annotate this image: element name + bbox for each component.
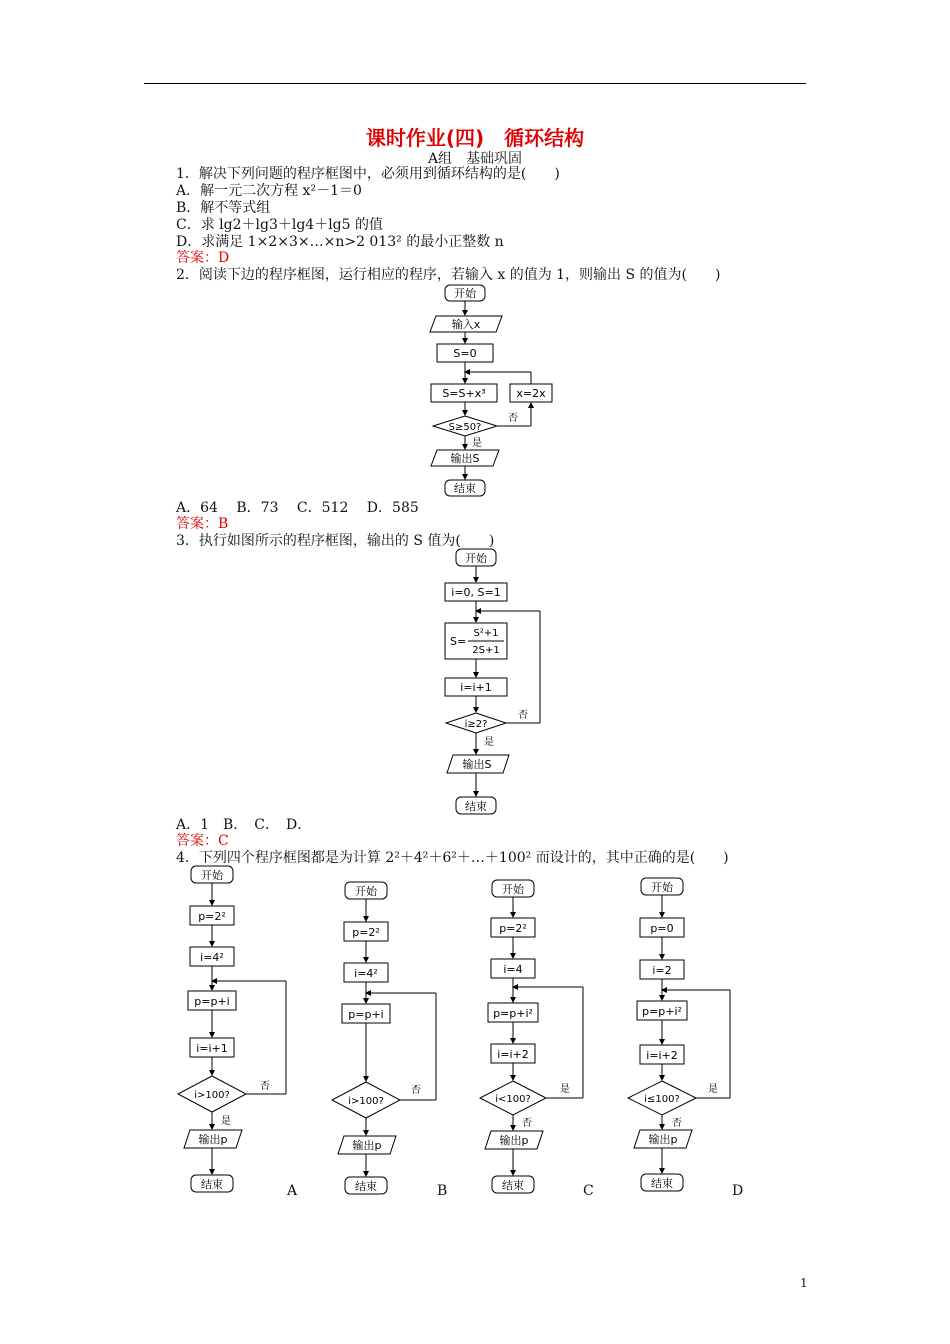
q4c-loop: 是 [560,1084,570,1095]
q3-numerator: S²+1 [473,628,499,639]
q4d-end: 结束 [651,1177,673,1190]
q3-inc: i=i+1 [460,681,492,694]
q4c-inc: i=i+2 [497,1048,529,1061]
q4-label-a: A [287,1183,298,1199]
q1-option-c: C．求 lg2＋lg3＋lg4＋lg5 的值 [176,217,383,233]
q2-options: A．64 B．73 C．512 D．585 [176,500,419,516]
q4a-out: 输出p [198,1133,228,1146]
q3-init: i=0, S=1 [451,586,501,599]
q4d-loop: 是 [708,1084,718,1095]
group-heading: A组 基础巩固 [427,151,523,167]
q3-yes: 是 [484,737,494,748]
q4c-end: 结束 [502,1179,524,1192]
q4a-loop: 否 [260,1081,270,1092]
q4b-p: p=2² [352,926,380,939]
q4b-out: 输出p [352,1139,382,1152]
q4a-cond: i>100? [194,1090,230,1101]
q4-label-c: C [583,1183,594,1199]
q2-answer: 答案：B [176,516,229,532]
page-number: 1 [800,1276,808,1290]
q4d-inc: i=i+2 [646,1049,678,1062]
q2-cond: S≥50? [448,422,482,433]
q4d-p: p=0 [650,922,674,935]
q3-stem: 3．执行如图所示的程序框图，输出的 S 值为( ) [176,533,495,549]
q1-answer: 答案：D [176,250,230,266]
q4c-out: 输出p [499,1134,529,1147]
q4b-loop: 否 [411,1085,421,1096]
q4b-end: 结束 [355,1180,377,1193]
q4-label-d: D [732,1183,744,1199]
q2-end: 结束 [454,482,476,495]
q4a-p: p=2² [198,910,226,923]
q4a-start: 开始 [201,869,223,882]
q4-chart-a [178,866,286,1192]
q4-chart-d [628,878,730,1191]
header-rule [144,83,806,84]
q4a-i: i=4² [200,951,224,964]
q1-option-a: A．解一元二次方程 x²－1＝0 [176,183,362,199]
q4b-cond: i>100? [348,1096,384,1107]
q2-stem: 2．阅读下边的程序框图，运行相应的程序，若输入 x 的值为 1，则输出 S 的值为( ) [176,267,721,283]
q3-end: 结束 [465,800,487,813]
q4c-p: p=2² [499,922,527,935]
q2-body: S=S+x³ [442,387,486,400]
q4-flowcharts [170,860,790,1205]
q4d-i: i=2 [652,964,672,977]
q2-no: 否 [508,413,518,424]
q2-yes: 是 [472,438,482,449]
page-title: 课时作业(四) 循环结构 [365,126,585,150]
q4c-body: p=p+i² [493,1007,533,1020]
q4-label-b: B [437,1183,448,1199]
q4c-exit: 否 [522,1118,532,1129]
q1-stem: 1．解决下列问题的程序框图中，必须用到循环结构的是( ) [176,166,560,182]
q4-stem: 4．下列四个程序框图都是为计算 2²＋4²＋6²＋…＋100² 而设计的，其中正确的是( ) [176,850,729,866]
q4a-inc: i=i+1 [196,1042,228,1055]
q1-option-b: B．解不等式组 [176,200,271,216]
q4d-cond: i≤100? [644,1094,680,1105]
q4c-start: 开始 [502,883,524,896]
q3-s-label: S= [450,635,467,648]
q3-options: A．1 B． C． D． [176,817,312,833]
q2-output: 输出S [450,452,480,465]
q3-cond: i≥2? [464,719,488,730]
q4b-start: 开始 [355,885,377,898]
q4a-end: 结束 [201,1178,223,1191]
q2-input: 输入x [451,318,481,331]
q4-chart-b [332,882,436,1194]
q4b-body: p=p+i [348,1008,384,1021]
q4d-out: 输出p [648,1133,678,1146]
q3-answer: 答案：C [176,833,229,849]
q2-start: 开始 [454,287,476,300]
q4d-start: 开始 [651,881,673,894]
q3-start: 开始 [465,552,487,565]
q4a-body: p=p+i [194,995,230,1008]
q2-init: S=0 [453,347,477,360]
q4d-body: p=p+i² [642,1005,682,1018]
q4d-exit: 否 [672,1118,682,1129]
q4a-exit: 是 [221,1116,231,1127]
q4-chart-c [480,880,583,1193]
q3-output: 输出S [462,758,492,771]
q4b-i: i=4² [354,967,378,980]
q4c-i: i=4 [503,963,523,976]
q3-no: 否 [518,710,528,721]
q4c-cond: i<100? [495,1094,531,1105]
q1-option-d: D．求满足 1×2×3×…×n>2 013² 的最小正整数 n [176,234,504,250]
q2-flowchart [420,280,570,502]
q3-denominator: 2S+1 [472,645,500,656]
q3-flowchart [430,545,560,820]
q2-update: x=2x [516,387,546,400]
